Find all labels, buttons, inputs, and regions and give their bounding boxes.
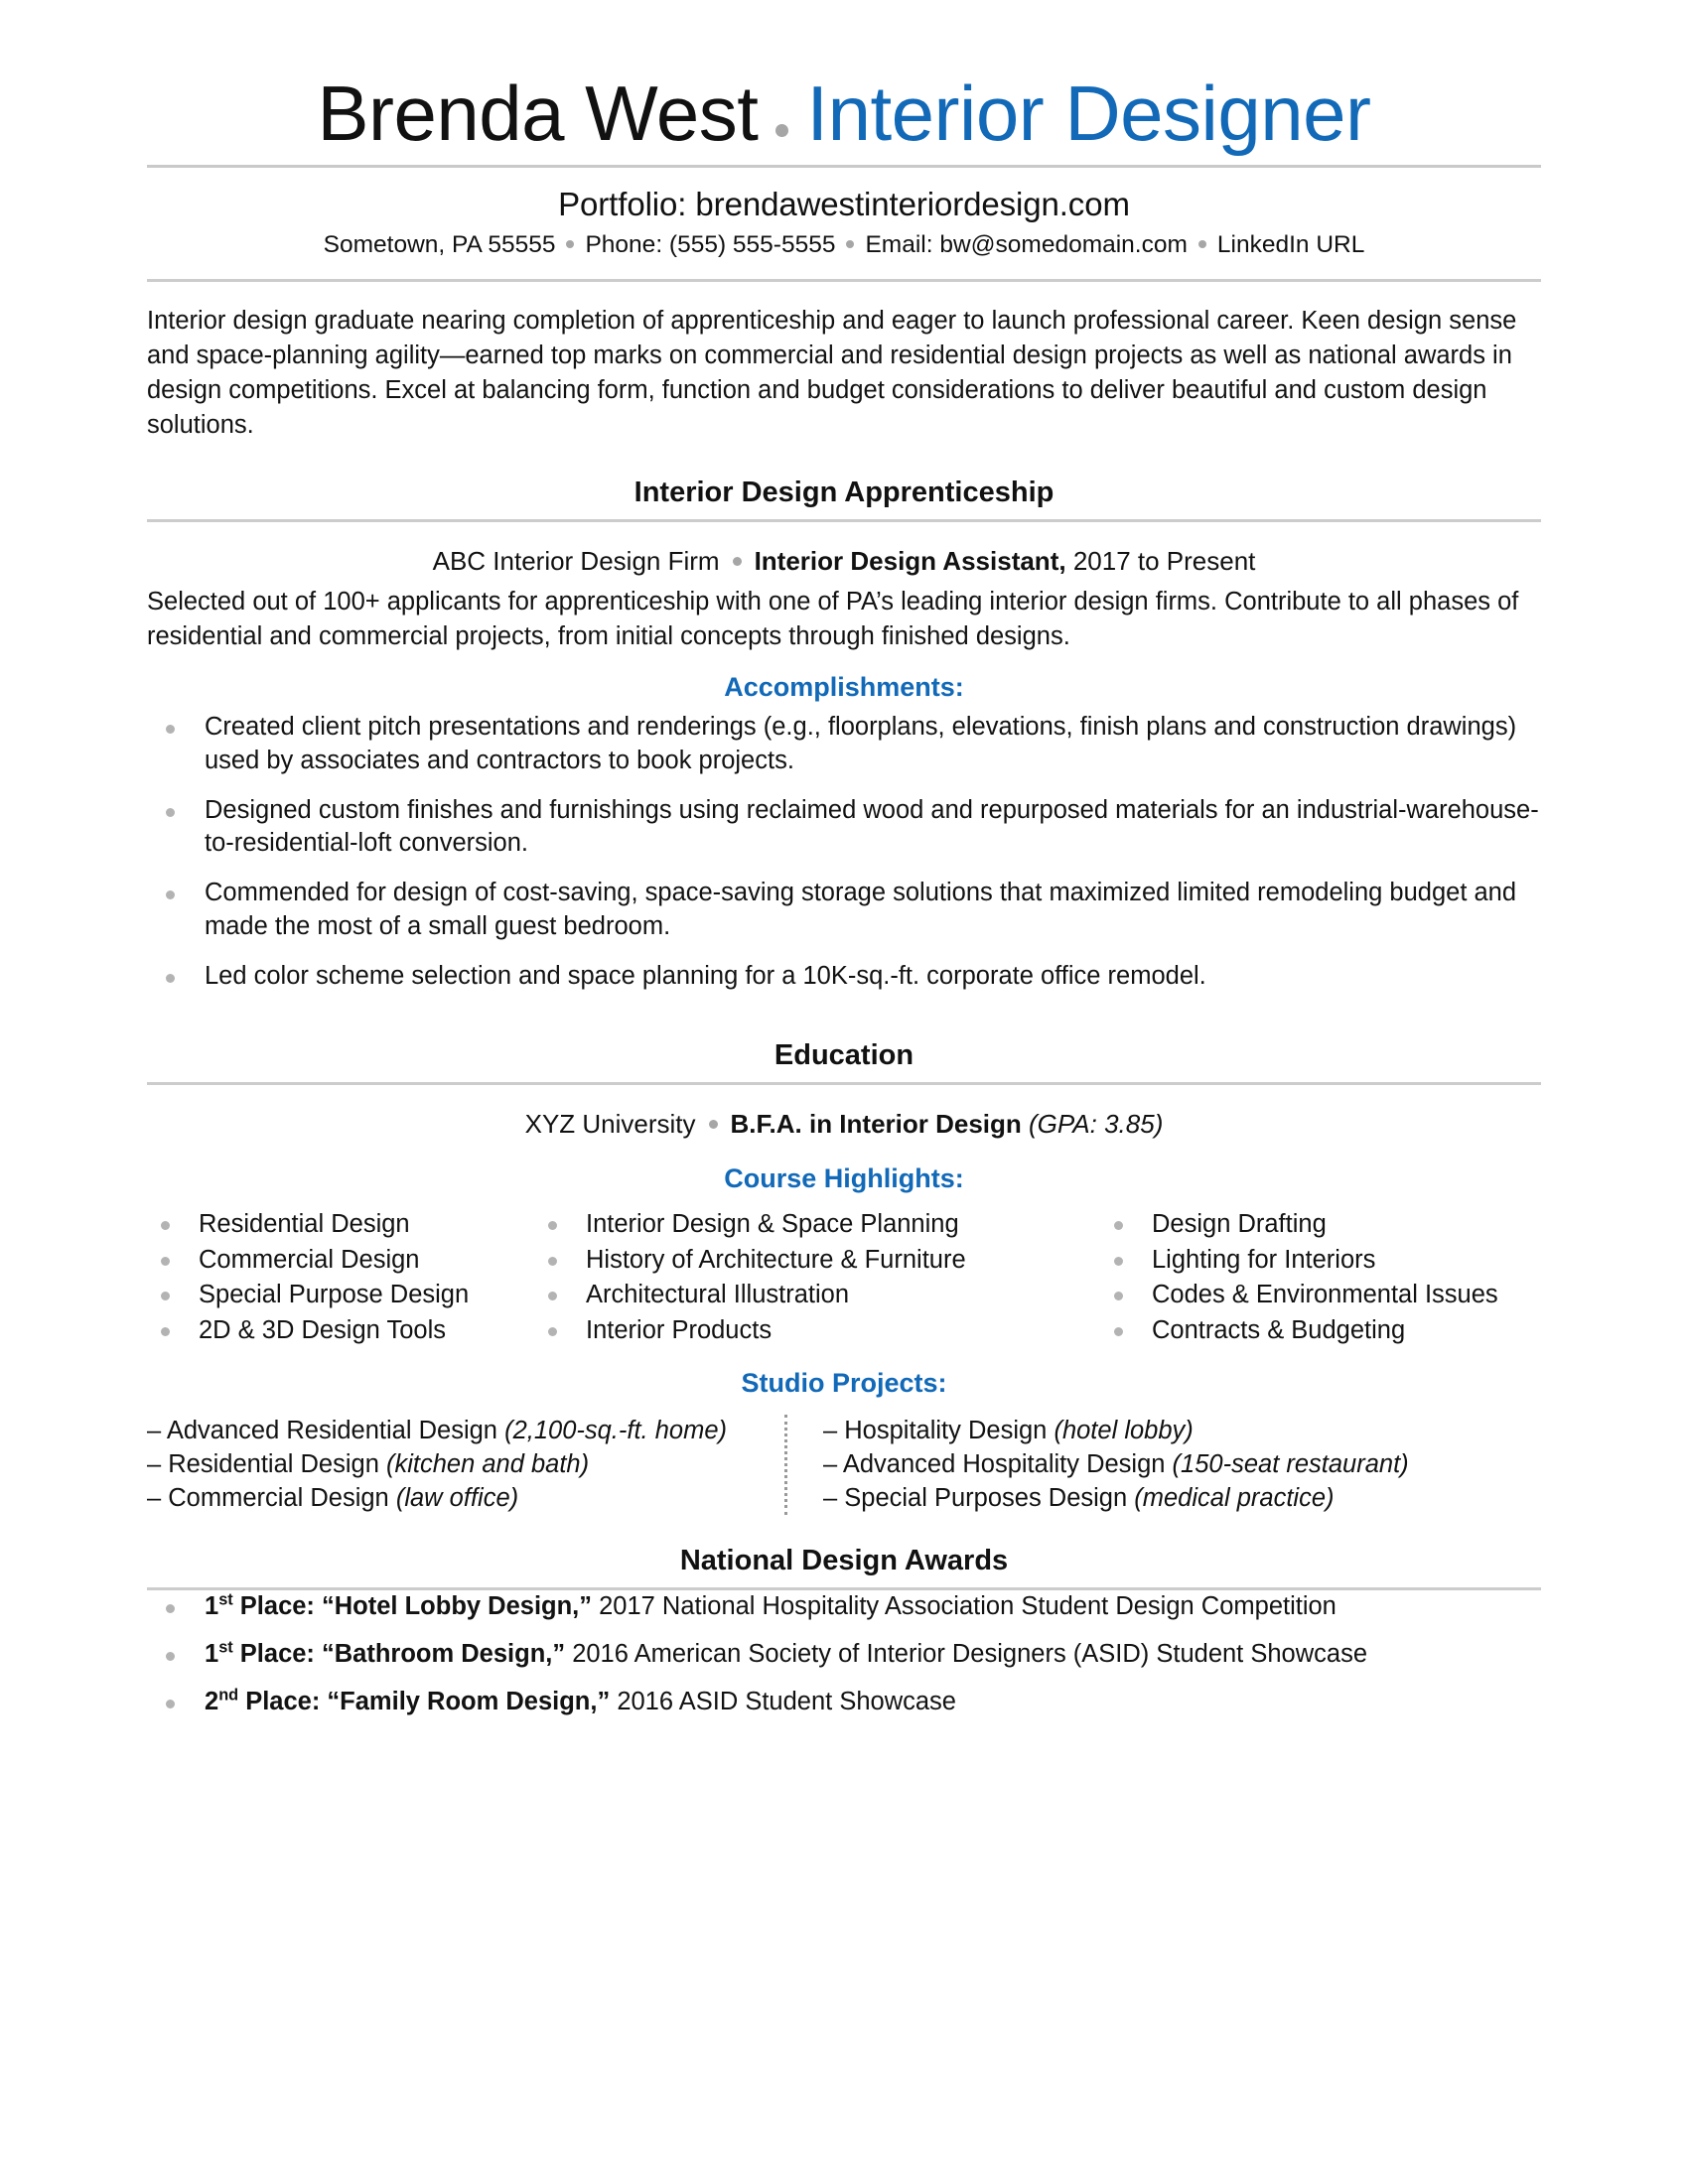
list-item: History of Architecture & Furniture: [534, 1244, 1100, 1278]
studio-project-detail: (hotel lobby): [1054, 1416, 1194, 1444]
list-item: Codes & Environmental Issues: [1100, 1279, 1517, 1312]
bullet-dot-icon: [775, 124, 788, 137]
award-detail: 2016 ASID Student Showcase: [610, 1688, 956, 1716]
award-ordinal: st: [218, 1638, 233, 1657]
course-list-2: [534, 1208, 1100, 1348]
studio-project-name: – Commercial Design: [147, 1483, 396, 1512]
accomplishments-list: [147, 711, 1541, 994]
studio-project: [823, 1482, 1459, 1516]
award-title: Place: “Bathroom Design,”: [232, 1640, 566, 1669]
bullet-dot-icon: [709, 1120, 718, 1129]
studio-project-name: – Residential Design: [147, 1449, 386, 1478]
portfolio-line: Portfolio: brendawestinteriordesign.com: [558, 186, 1130, 223]
section-title-apprenticeship: Interior Design Apprenticeship: [633, 476, 1055, 508]
list-item: Interior Design & Space Planning: [534, 1208, 1100, 1242]
list-item: Led color scheme selection and space planning for a 10K-sq.-ft. corporate office remodel.: [147, 960, 1541, 994]
list-item: 2D & 3D Design Tools: [147, 1314, 534, 1348]
studio-projects-columns: [147, 1407, 1541, 1516]
bullet-dot-icon: [846, 240, 854, 248]
contact-location: Sometown, PA 55555: [323, 231, 556, 259]
contact-line: [147, 229, 1541, 269]
award-rank: 1: [205, 1640, 219, 1669]
studio-project-detail: (2,100-sq.-ft. home): [504, 1416, 727, 1444]
award-ordinal: nd: [218, 1686, 239, 1705]
awards-list: [147, 1590, 1541, 1719]
studio-column-right: [784, 1415, 1459, 1516]
award-detail: 2017 National Hospitality Association Student Design Competition: [592, 1592, 1336, 1621]
studio-projects-label: Studio Projects:: [741, 1367, 947, 1398]
studio-project: [147, 1482, 767, 1516]
studio-project: [823, 1448, 1459, 1482]
list-item: [147, 1686, 1541, 1719]
list-item: Commercial Design: [147, 1244, 534, 1278]
list-item: Commended for design of cost-saving, space-saving storage solutions that maximized limited remodeling budget and made the most of a small guest bedroom.: [147, 877, 1541, 944]
list-item: Contracts & Budgeting: [1100, 1314, 1517, 1348]
list-item: Special Purpose Design: [147, 1279, 534, 1312]
apprenticeship-org-line: [147, 522, 1541, 583]
list-item: Lighting for Interiors: [1100, 1244, 1517, 1278]
studio-project-detail: (medical practice): [1134, 1483, 1335, 1512]
course-highlights-label: Course Highlights:: [724, 1163, 964, 1194]
award-title: Place: “Hotel Lobby Design,”: [232, 1592, 593, 1621]
studio-project-detail: (law office): [395, 1483, 519, 1512]
job-dates: 2017 to Present: [1072, 545, 1256, 576]
degree-name: B.F.A. in Interior Design: [730, 1109, 1022, 1140]
job-role: Interior Design Assistant,: [754, 545, 1066, 576]
bullet-dot-icon: [733, 557, 742, 566]
course-highlights-columns: [147, 1202, 1541, 1350]
list-item: Design Drafting: [1100, 1208, 1517, 1242]
award-title: Place: “Family Room Design,”: [238, 1688, 611, 1716]
apprenticeship-description: Selected out of 100+ applicants for apprenticeship with one of PA’s leading interior design firms. Contribute to all phases of residential and commercial projects, from initial concepts through finished designs.: [147, 587, 1519, 650]
award-detail: 2016 American Society of Interior Designers (ASID) Student Showcase: [565, 1640, 1368, 1669]
bullet-dot-icon: [1198, 240, 1206, 248]
list-item: Created client pitch presentations and renderings (e.g., floorplans, elevations, finish plans and construction drawings) used by associates and contractors to book projects.: [147, 711, 1541, 778]
studio-project-name: – Advanced Hospitality Design: [823, 1449, 1173, 1478]
accomplishments-label: Accomplishments:: [724, 671, 964, 702]
studio-project-name: – Advanced Residential Design: [147, 1416, 505, 1444]
education-org-line: [147, 1085, 1541, 1146]
studio-project-detail: (150-seat restaurant): [1172, 1449, 1409, 1478]
list-item: Designed custom finishes and furnishings using reclaimed wood and repurposed materials for an industrial-warehouse-to-residential-loft conversion.: [147, 794, 1541, 862]
contact-phone: Phone: (555) 555-5555: [585, 231, 836, 259]
studio-project: [147, 1448, 767, 1482]
course-list-3: [1100, 1208, 1517, 1348]
resume-header-name-line: [147, 0, 1541, 155]
studio-column-left: [147, 1415, 784, 1516]
course-list-1: [147, 1208, 534, 1348]
professional-summary: Interior design graduate nearing completion of apprenticeship and eager to launch professional career. Keen design sense and space-planning agility—earned top marks on commercial and residential design projects as well as national awards in design competitions. Excel at balancing form, function and budget considerations to deliver beautiful and custom design solutions.: [147, 307, 1517, 439]
employer-name: ABC Interior Design Firm: [432, 545, 720, 576]
studio-project-name: – Hospitality Design: [823, 1416, 1055, 1444]
studio-project: [823, 1415, 1459, 1448]
list-item: Residential Design: [147, 1208, 534, 1242]
school-name: XYZ University: [524, 1109, 696, 1140]
candidate-name: Brenda West: [317, 69, 759, 157]
section-title-awards: National Design Awards: [679, 1545, 1009, 1577]
course-column-1: [147, 1208, 534, 1350]
studio-project: [147, 1415, 767, 1448]
section-title-education: Education: [774, 1039, 914, 1072]
course-column-2: [534, 1208, 1100, 1350]
studio-project-name: – Special Purposes Design: [823, 1483, 1135, 1512]
list-item: [147, 1590, 1541, 1624]
list-item: Architectural Illustration: [534, 1279, 1100, 1312]
list-item: [147, 1638, 1541, 1672]
award-rank: 2: [205, 1688, 219, 1716]
gpa-value: (GPA: 3.85): [1029, 1109, 1164, 1140]
course-column-3: [1100, 1208, 1517, 1350]
contact-linkedin[interactable]: LinkedIn URL: [1216, 231, 1365, 259]
award-rank: 1: [205, 1592, 219, 1621]
contact-email[interactable]: Email: bw@somedomain.com: [865, 231, 1188, 259]
award-ordinal: st: [218, 1590, 233, 1609]
bullet-dot-icon: [566, 240, 574, 248]
studio-project-detail: (kitchen and bath): [385, 1449, 590, 1478]
list-item: Interior Products: [534, 1314, 1100, 1348]
candidate-job-title: Interior Designer: [806, 69, 1371, 157]
